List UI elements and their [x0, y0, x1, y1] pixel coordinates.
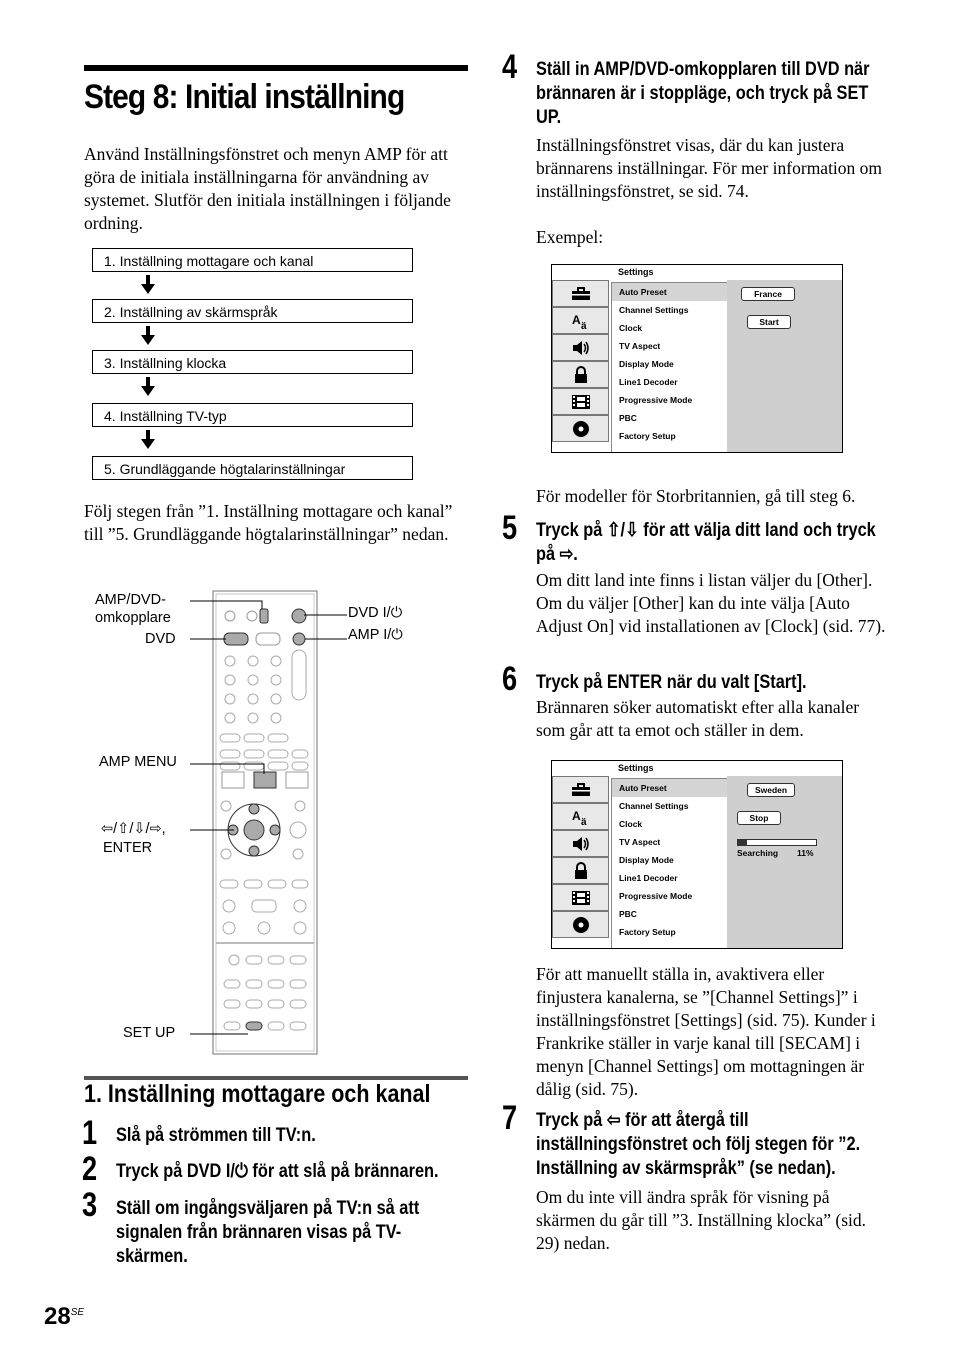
settings-screen-2	[551, 760, 843, 949]
flow-box-4: 4. Inställning TV-typ	[92, 403, 413, 427]
language-icon	[552, 307, 609, 334]
step-6-body: Brännaren söker automatiskt efter alla kanaler som går att ta emot och ställer in dem.	[536, 697, 860, 740]
settings-icon-column	[552, 776, 609, 938]
label-dvd-power: DVD I/⏻	[348, 605, 403, 621]
menu-item-progressive-mode[interactable]: Progressive Mode	[619, 395, 693, 405]
lock-icon	[552, 361, 609, 388]
label-set-up: SET UP	[123, 1025, 176, 1041]
settings-header: Settings	[618, 267, 654, 277]
step-5-body: Om ditt land inte finns i listan väljer du [Other]. Om du väljer [Other] kan du inte välja [Auto Adjust On] vid installationen av [Clock] (sid. 77).	[536, 570, 886, 636]
intro-paragraph: Använd Inställningsfönstret och menyn AMP för att göra de initiala inställningarna för användning av systemet. Slutför den initiala inställningen i följande ordning.	[84, 144, 451, 233]
step-4-heading: Ställ in AMP/DVD-omkopplaren till DVD när brännaren är i stoppläge, och tryck på SET UP.	[536, 59, 870, 128]
section-title: 1. Inställning mottagare och kanal	[84, 1080, 431, 1108]
film-icon	[552, 884, 609, 911]
flow-box-3: 3. Inställning klocka	[92, 350, 413, 374]
progress-percent: 11%	[797, 848, 814, 858]
flow-box-1: 1. Inställning mottagare och kanal	[92, 248, 413, 272]
menu-item-clock[interactable]: Clock	[619, 323, 643, 333]
settings-icon-column	[552, 280, 609, 442]
settings-value-panel	[727, 776, 842, 948]
search-progress-fill	[738, 840, 747, 845]
settings-menu	[611, 282, 728, 452]
page-title: Steg 8: Initial inställning	[84, 78, 405, 116]
step-number-6: 6	[502, 660, 518, 698]
menu-item-pbc[interactable]: PBC	[619, 909, 637, 919]
flow-box-2: 2. Inställning av skärmspråk	[92, 299, 413, 323]
toolbox-icon	[552, 776, 609, 803]
speaker-icon	[552, 830, 609, 857]
label-amp-power: AMP I/⏻	[348, 627, 403, 643]
menu-item-pbc[interactable]: PBC	[619, 413, 637, 423]
menu-item-channel-settings[interactable]: Channel Settings	[619, 305, 689, 315]
flow-box-5: 5. Grundläggande högtalarinställningar	[92, 456, 413, 480]
settings-screen-1	[551, 264, 843, 453]
stop-button[interactable]: Stop	[737, 811, 781, 825]
example-label: Exempel:	[536, 227, 604, 247]
settings-header: Settings	[618, 763, 654, 773]
label-dvd: DVD	[145, 631, 176, 647]
step-1-text: Slå på strömmen till TV:n.	[116, 1125, 316, 1146]
searching-label: Searching	[737, 848, 779, 858]
menu-item-progressive-mode[interactable]: Progressive Mode	[619, 891, 693, 901]
label-enter: ENTER	[103, 840, 153, 856]
menu-item-factory-setup[interactable]: Factory Setup	[619, 927, 676, 937]
step-7-body: Om du inte vill ändra språk för visning på skärmen du går till ”3. Inställning klocka” (sid. 29) nedan.	[536, 1187, 866, 1253]
step-number-4: 4	[502, 48, 518, 86]
lock-icon	[552, 857, 609, 884]
disc-icon	[552, 415, 609, 442]
menu-item-tv-aspect[interactable]: TV Aspect	[619, 837, 661, 847]
step-number-7: 7	[502, 1099, 518, 1137]
page-number: $28^{SE}$	[44, 1303, 85, 1330]
country-field[interactable]: France	[741, 287, 795, 301]
label-amp-dvd-switch: AMP/DVD-	[95, 592, 166, 608]
menu-item-line1-decoder[interactable]: Line1 Decoder	[619, 377, 678, 387]
step-number-2: 2	[82, 1150, 98, 1188]
language-icon	[552, 803, 609, 830]
country-field[interactable]: Sweden	[747, 783, 795, 797]
step-number-3: 3	[82, 1186, 98, 1224]
step-3-text: Ställ om ingångsväljaren på TV:n så att signalen från brännaren visas på TV-skärmen.	[116, 1198, 420, 1267]
step-number-1: 1	[82, 1114, 98, 1152]
menu-item-display-mode[interactable]: Display Mode	[619, 855, 674, 865]
disc-icon	[552, 911, 609, 938]
menu-item-clock[interactable]: Clock	[619, 819, 643, 829]
menu-item-auto-preset[interactable]: Auto Preset	[612, 779, 727, 797]
menu-item-factory-setup[interactable]: Factory Setup	[619, 431, 676, 441]
step-5-heading: Tryck på ⇧/⇩ för att välja ditt land och tryck på ⇨.	[536, 520, 876, 565]
svg-text:ä: ä	[580, 816, 587, 826]
menu-item-channel-settings[interactable]: Channel Settings	[619, 801, 689, 811]
channel-settings-paragraph: För att manuellt ställa in, avaktivera eller finjustera kanalerna, se ”[Channel Settings]” i inställningsfönstret [Settings] (sid. 75). Kunder i Frankrike ställer in varje kanal till [SECAM] i menyn [Channel Settings] om mottagningen är dålig (sid. 75).	[536, 964, 876, 1099]
search-progress-bar	[737, 839, 817, 846]
step-6-heading: Tryck på ENTER när du valt [Start].	[536, 672, 807, 693]
start-button[interactable]: Start	[747, 315, 791, 329]
film-icon	[552, 388, 609, 415]
svg-text:A: A	[571, 312, 581, 327]
menu-item-display-mode[interactable]: Display Mode	[619, 359, 674, 369]
label-amp-dvd-switch-2: omkopplare	[95, 610, 171, 626]
step-7-heading: Tryck på ⇦ för att återgå till inställningsfönstret och följ stegen för ”2. Inställning av skärmspråk” (se nedan).	[536, 1110, 861, 1179]
menu-item-auto-preset[interactable]: Auto Preset	[612, 283, 727, 301]
speaker-icon	[552, 334, 609, 361]
step-2-text: Tryck på DVD I/⏻ för att slå på brännaren.	[116, 1161, 439, 1182]
settings-value-panel	[727, 280, 842, 452]
step-4-body: Inställningsfönstret visas, där du kan justera brännarens inställningar. För mer information om inställningsfönstret, se sid. 74.	[536, 135, 883, 201]
menu-item-line1-decoder[interactable]: Line1 Decoder	[619, 873, 678, 883]
svg-text:ä: ä	[580, 320, 587, 330]
label-arrows: ⇦/⇧/⇩/⇨,	[101, 821, 166, 837]
step-4-note: För modeller för Storbritannien, gå till steg 6.	[536, 486, 856, 506]
menu-item-tv-aspect[interactable]: TV Aspect	[619, 341, 661, 351]
settings-menu	[611, 778, 728, 948]
toolbox-icon	[552, 280, 609, 307]
step-number-5: 5	[502, 509, 518, 547]
svg-text:A: A	[571, 808, 581, 823]
label-amp-menu: AMP MENU	[99, 754, 177, 770]
follow-paragraph: Följ stegen från ”1. Inställning mottagare och kanal” till ”5. Grundläggande högtalarinställningar” nedan.	[84, 501, 453, 544]
